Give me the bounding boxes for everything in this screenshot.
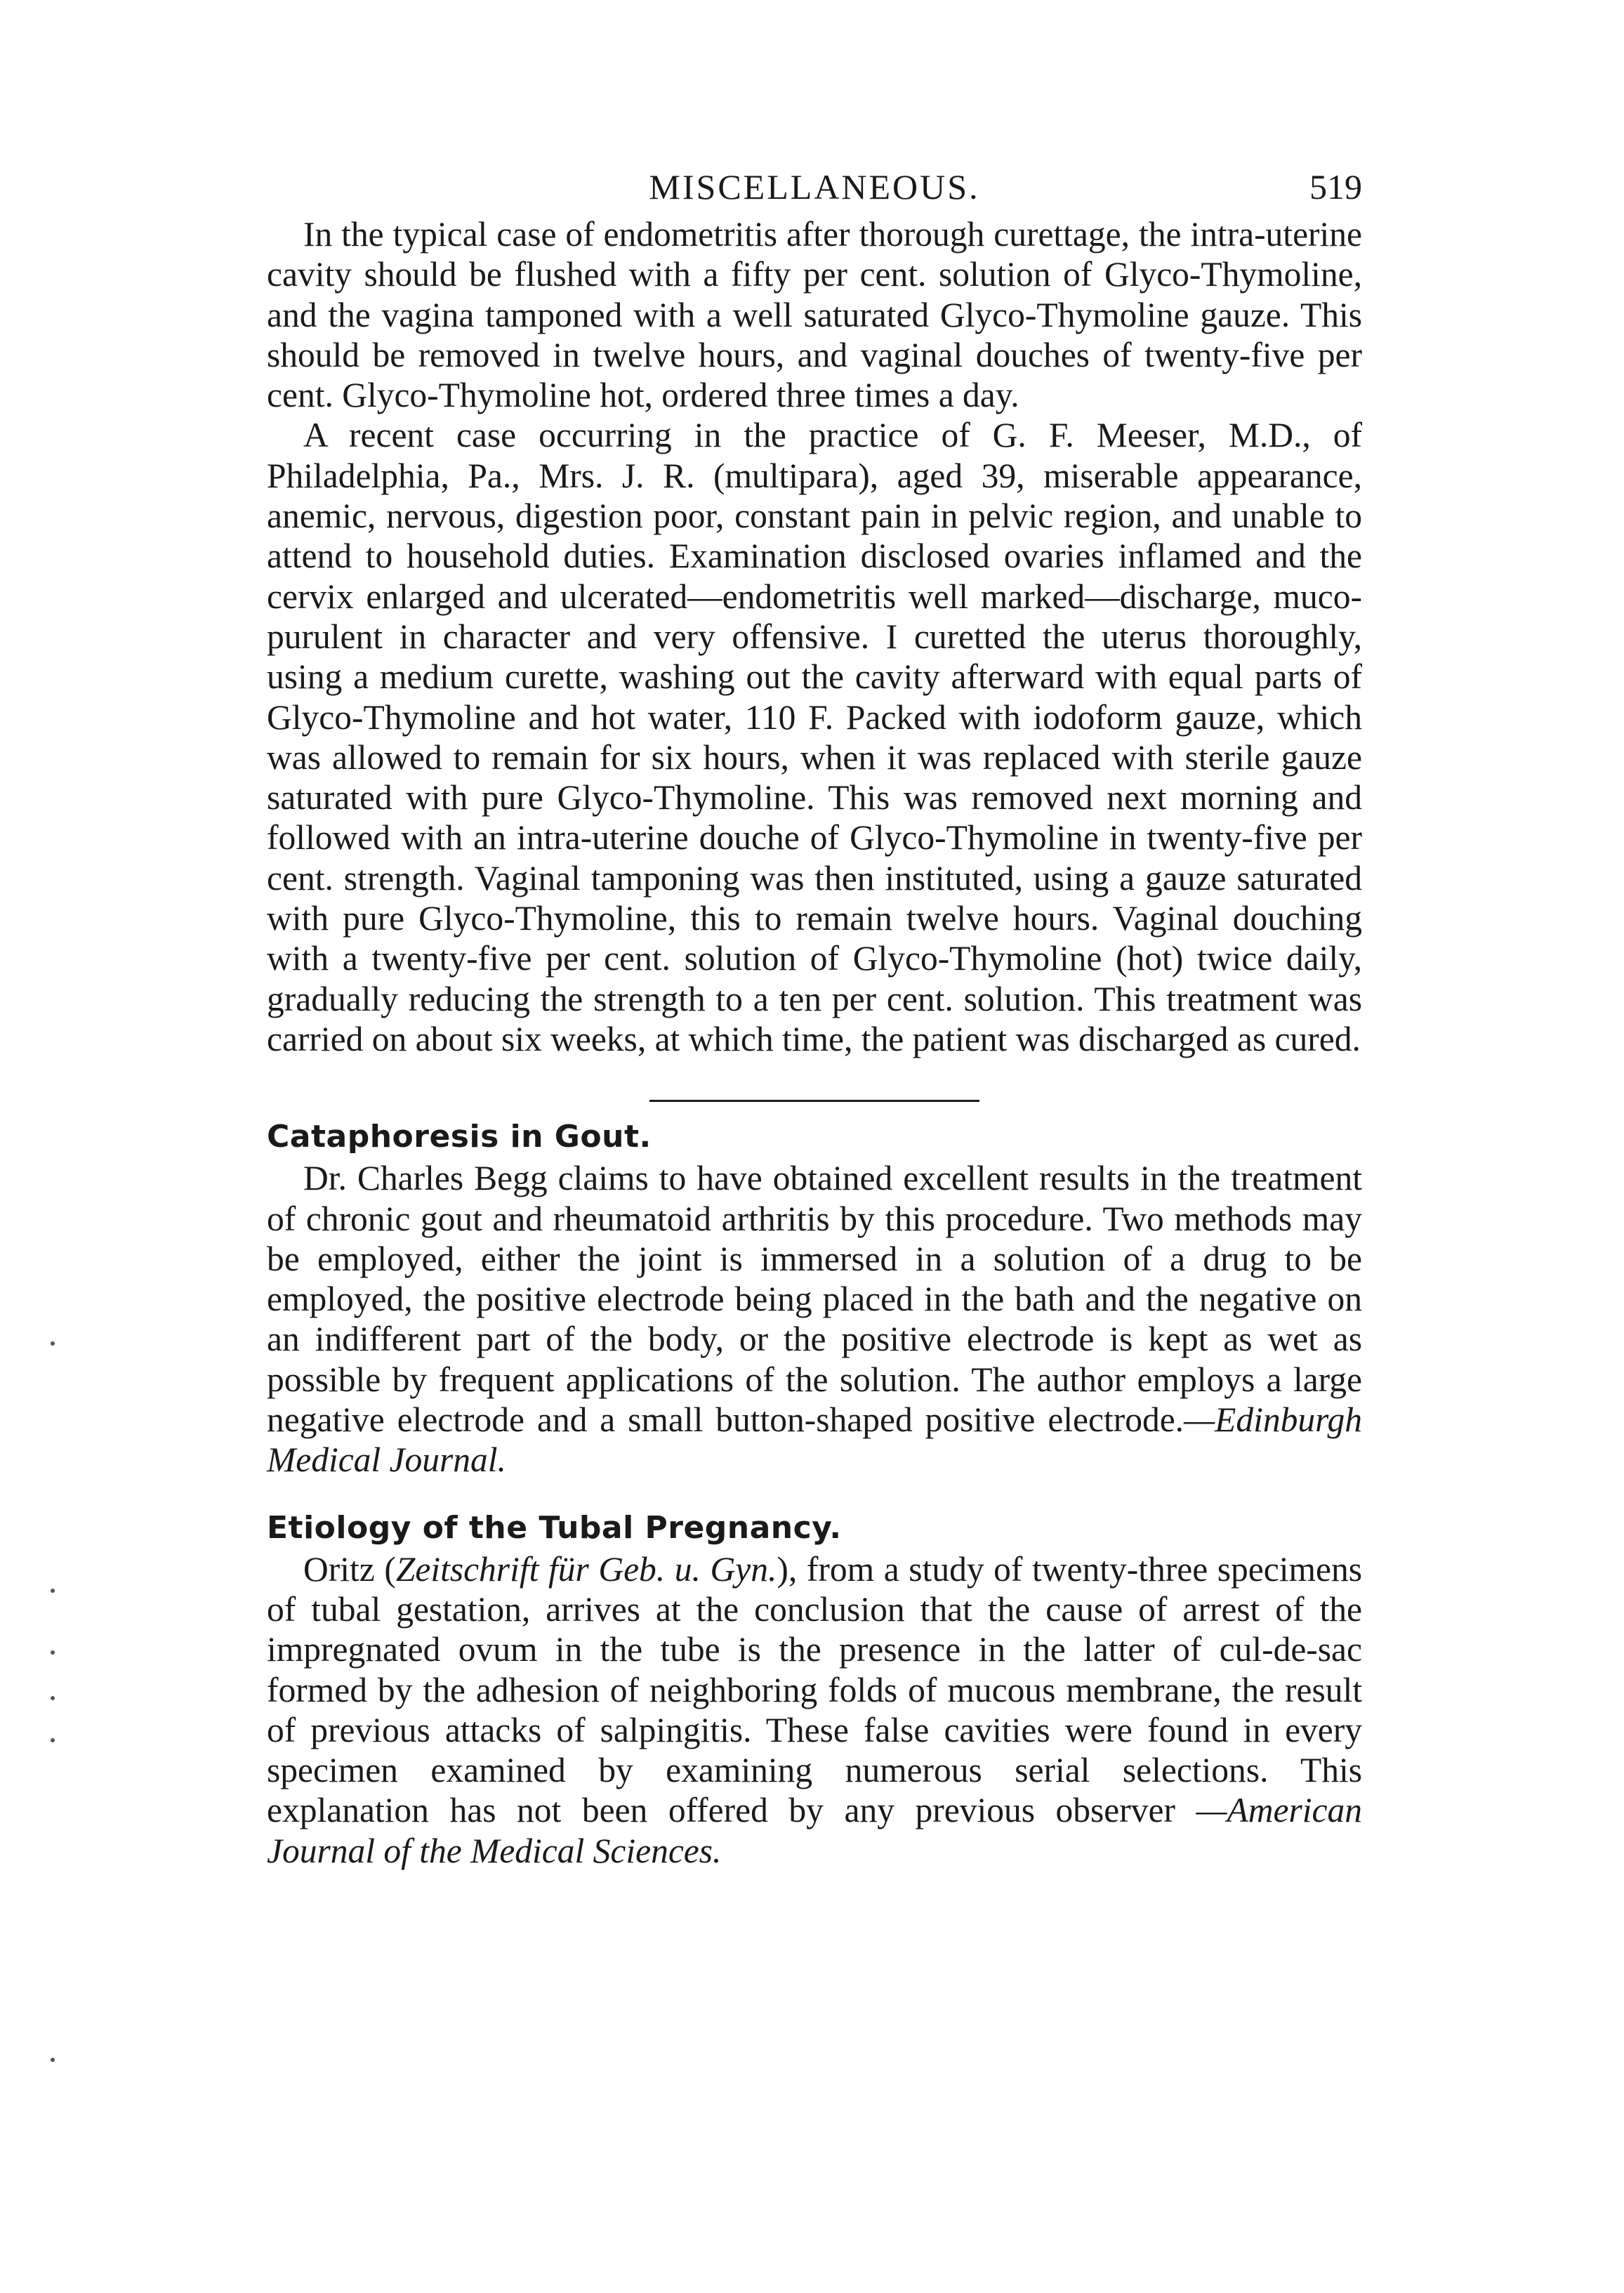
- gout-body-text: Dr. Charles Begg claims to have obtained excellent results in the treatment of chronic gout and rheumatoid arthritis by this procedure. Two methods may be employed, either the joint is immersed in a solution of a drug to be employed, the positive electrode being placed in the bath and the negative on an indifferent part of the body, or the positive electrode is kept as wet as possible by frequent applications of the solution. The author employs a large negative electrode and a small button-shaped positive electrode.: [267, 1159, 1362, 1440]
- tubal-source-citation: —American Journal of the Medical Sciences.: [267, 1791, 1362, 1870]
- paragraph-gout: [267, 1158, 1362, 1480]
- tubal-author: Oritz (: [303, 1549, 396, 1589]
- margin-mark: [51, 1738, 55, 1742]
- margin-mark: [51, 1650, 55, 1655]
- tubal-journal-reference: Zeitschrift für Geb. u. Gyn.: [395, 1549, 777, 1589]
- running-head: [267, 151, 1362, 214]
- section-divider: [649, 1100, 979, 1102]
- page-number: 519: [1309, 167, 1362, 206]
- paragraph-curettage-treatment: In the typical case of endometritis after thorough curettage, the intra-uterine cavity should be flushed with a fifty per cent. solution of Glyco-Thymoline, and the vagina tamponed with a well saturated Glyco-Thymoline gauze. This should be removed in twelve hours, and vaginal douches of twenty-five per cent. Glyco-Thymoline hot, ordered three times a day.: [267, 215, 1362, 415]
- paragraph-case-report: A recent case occurring in the practice of G. F. Meeser, M.D., of Philadelphia, Pa., Mrs. J. R. (multipara), aged 39, miserable appearance, anemic, nervous, digestion poor, constant pain in pelvic region, and unable to attend to household duties. Examination disclosed ovaries inflamed and the cervix enlarged and ulcerated—endometritis well marked—discharge, muco-purulent in character and very offensive. I curetted the uterus thoroughly, using a medium curette, washing out the cavity afterward with equal parts of Glyco-Thymoline and hot water, 110 F. Packed with iodoform gauze, which was allowed to remain for six hours, when it was replaced with sterile gauze saturated with pure Glyco-Thymoline. This was removed next morning and followed with an intra-uterine douche of Glyco-Thymoline in twenty-five per cent. strength. Vaginal tamponing was then instituted, using a gauze saturated with pure Glyco-Thymoline, this to remain twelve hours. Vaginal douching with a twenty-five per cent. solution of Glyco-Thymoline (hot) twice daily, gradually reducing the strength to a ten per cent. solution. This treatment was carried on about six weeks, at which time, the patient was discharged as cured.: [267, 416, 1362, 1058]
- margin-mark: [51, 2058, 55, 2062]
- section-heading-tubal-pregnancy: Etiology of the Tubal Pregnancy.: [267, 1509, 842, 1546]
- book-page: [267, 151, 1362, 1871]
- tubal-body-text: ), from a study of twenty-three specimens of tubal gestation, arrives at the conclusion that the cause of arrest of the impregnated ovum in the tube is the presence in the latter of cul-de-sac formed by the adhesion of neighboring folds of mucous membrane, the result of previous attacks of salpingitis. These false cavities were found in every specimen examined by examining numerous serial selections. This explanation has not been offered by any previous observer: [267, 1549, 1362, 1830]
- margin-mark: [51, 1696, 55, 1700]
- section-heading-gout: Cataphoresis in Gout.: [267, 1119, 652, 1155]
- margin-mark: [51, 1589, 55, 1593]
- margin-mark: [51, 1341, 55, 1346]
- running-title: MISCELLANEOUS.: [649, 167, 980, 206]
- paragraph-tubal-pregnancy: [267, 1549, 1362, 1871]
- gout-source-citation: —Edinburgh Medical Journal.: [267, 1400, 1362, 1480]
